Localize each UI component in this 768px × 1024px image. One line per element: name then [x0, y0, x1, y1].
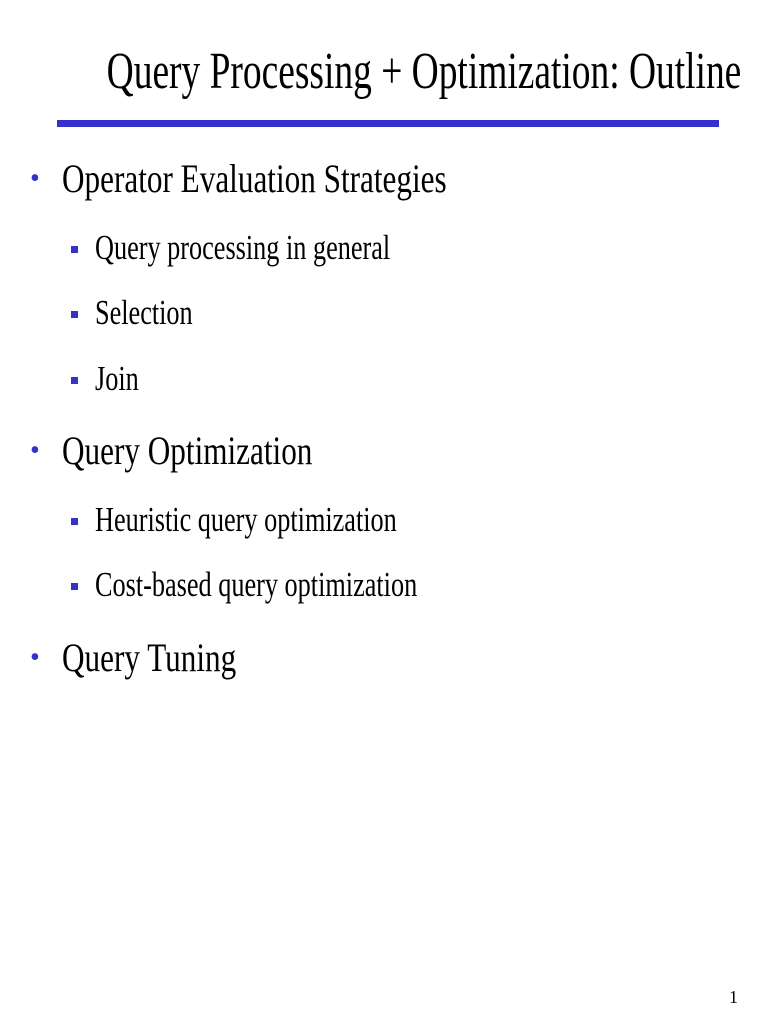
bullet-icon: • [30, 163, 40, 194]
outline-subitem-label: Join [95, 359, 139, 398]
square-bullet-icon [71, 518, 78, 525]
page-number: 1 [729, 987, 738, 1007]
square-bullet-icon [71, 583, 78, 590]
outline-subitem-label: Cost-based query optimization [95, 565, 418, 604]
bullet-icon: • [30, 435, 40, 466]
outline-item-label: Query Tuning [62, 635, 237, 680]
square-bullet-icon [71, 311, 78, 318]
outline-subitem-label: Selection [95, 293, 193, 332]
square-bullet-icon [71, 377, 78, 384]
title-underline [57, 120, 719, 127]
bullet-icon: • [30, 642, 40, 673]
outline-item-label: Query Optimization [62, 428, 313, 473]
outline-subitem-label: Heuristic query optimization [95, 500, 397, 539]
slide-title: Query Processing + Optimization: Outline [106, 43, 742, 100]
outline-subitem-label: Query processing in general [95, 228, 391, 267]
outline-item-label: Operator Evaluation Strategies [62, 156, 447, 201]
square-bullet-icon [71, 246, 78, 253]
